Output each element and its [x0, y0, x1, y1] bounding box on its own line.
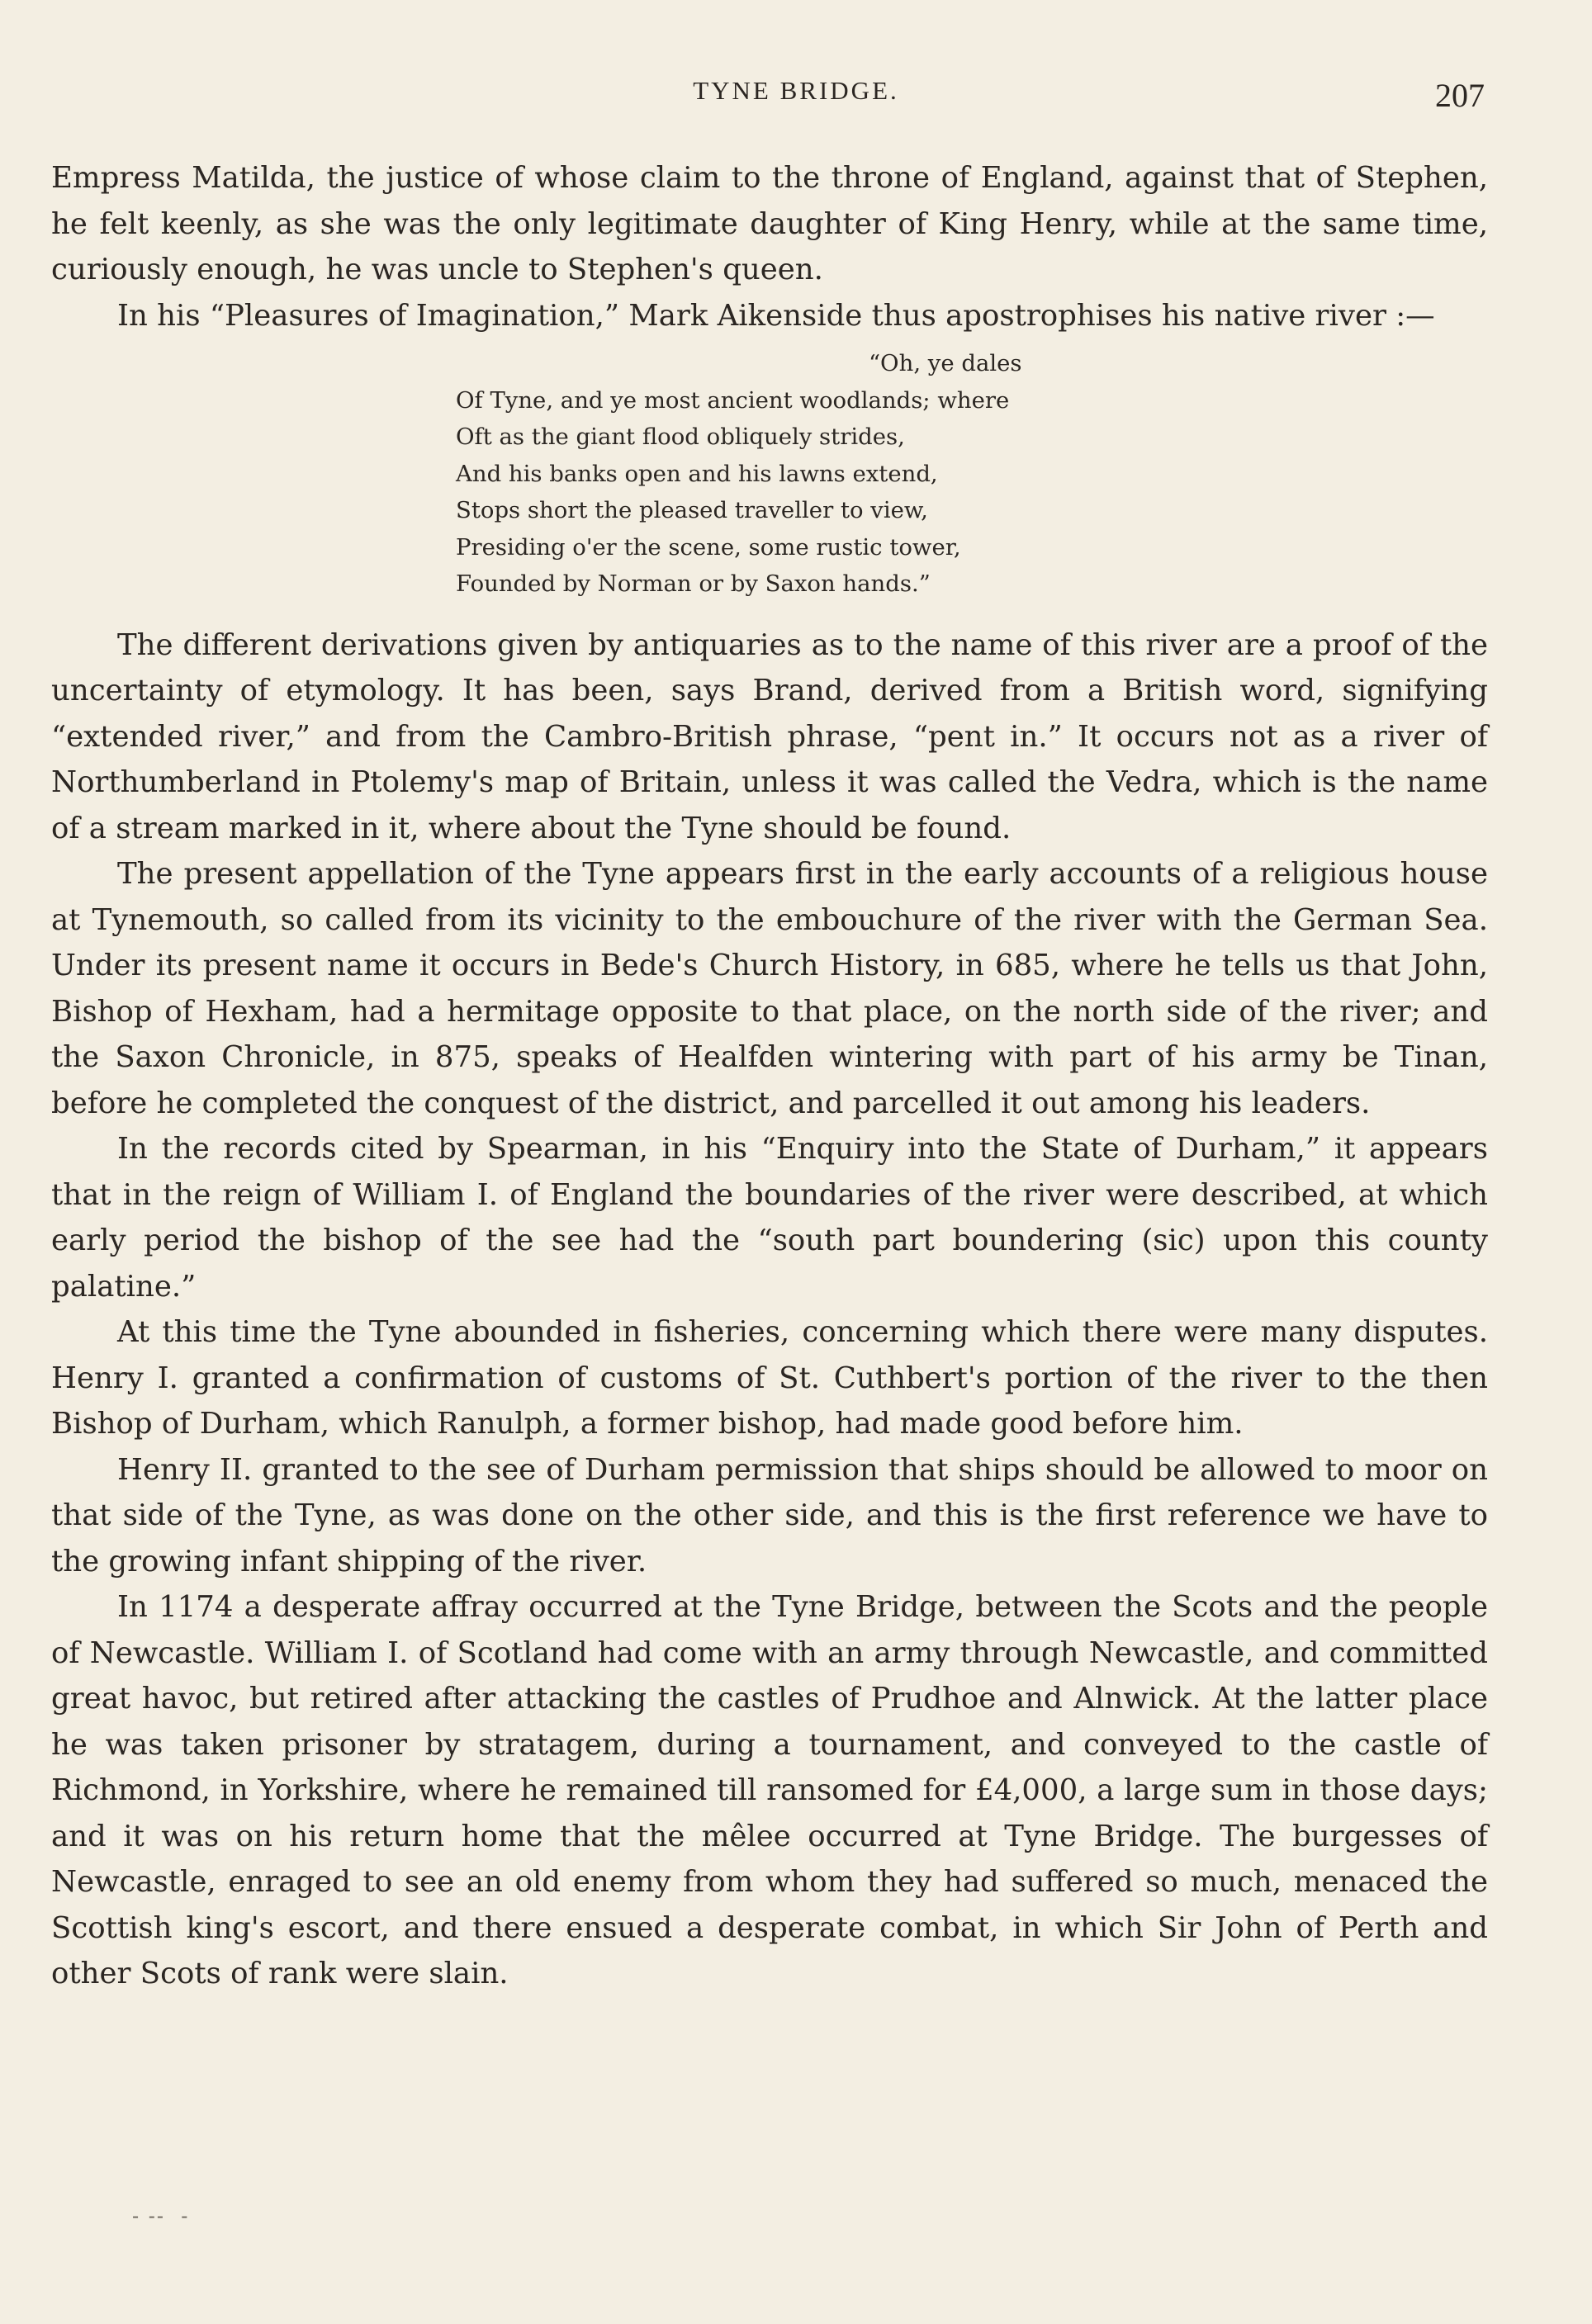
- poem-line: Of Tyne, and ye most ancient woodlands; where: [456, 386, 1010, 414]
- paragraph-henry-ii: Henry II. granted to the see of Durham permission that ships should be allowed to moor on that side of the Tyne, as was done on the other side, and this is the first reference we have to the growing infant shipping of the river.: [51, 1452, 1488, 1579]
- running-title: TYNE BRIDGE.: [693, 76, 899, 105]
- paragraph-continued: Empress Matilda, the justice of whose claim to the throne of England, against that of Stephen, he felt keenly, as she was the only legitimate daughter of King Henry, while at the same time, curiously enough, he was uncle to Stephen's queen.: [51, 161, 1488, 286]
- poem-line: Founded by Norman or by Saxon hands.”: [456, 570, 931, 597]
- poem-line: Stops short the pleased traveller to view,: [456, 497, 928, 523]
- page-smudge-mark: - -- -: [132, 2204, 190, 2227]
- paragraph-fisheries: At this time the Tyne abounded in fisheries, concerning which there were many disputes. Henry I. granted a confirmation of customs of St. Cuthbert's portion of the river to the then Bishop of Durham, which Ranulph, a former bishop, had made good before him.: [51, 1315, 1488, 1441]
- paragraph-appellation: The present appellation of the Tyne appears first in the early accounts of a religious house at Tynemouth, so called from its vicinity to the embouchure of the river with the German Sea. Under its present name it occurs in Bede's Church History, in 685, where he tells us that John, Bishop of Hexham, had a hermitage opposite to that place, on the north side of the river; and the Saxon Chronicle, in 875, speaks of Healfden wintering with part of his army be Tinan, before he completed the conquest of the district, and parcelled it out among his leaders.: [51, 857, 1488, 1120]
- poem-quotation: [456, 345, 1488, 603]
- paragraph-aikenside-intro: In his “Pleasures of Imagination,” Mark Aikenside thus apostrophises his native river :—: [117, 298, 1435, 333]
- paragraph-spearman: In the records cited by Spearman, in his “Enquiry into the State of Durham,” it appears that in the reign of William I. of England the boundaries of the river were described, at which early period the bishop of the see had the “south part boundering (sic) upon this county palatine.”: [51, 1132, 1488, 1304]
- paragraph-derivations: The different derivations given by antiquaries as to the name of this river are a proof of the uncertainty of etymology. It has been, says Brand, derived from a British word, signifying “extended river,” and from the Cambro-British phrase, “pent in.” It occurs not as a river of Northumberland in Ptolemy's map of Britain, unless it was called the Vedra, which is the name of a stream marked in it, where about the Tyne should be found.: [51, 627, 1488, 845]
- page-number: 207: [1435, 77, 1485, 114]
- poem-line: Oft as the giant flood obliquely strides,: [456, 424, 905, 450]
- body-text: [51, 155, 1488, 1997]
- poem-line: And his banks open and his lawns extend,: [456, 460, 938, 487]
- paragraph-affray-1174: In 1174 a desperate affray occurred at the Tyne Bridge, between the Scots and the people of Newcastle. William I. of Scotland had come with an army through Newcastle, and committed great havoc, but retired after attacking the castles of Prudhoe and Alnwick. At the latter place he was taken prisoner by stratagem, during a tournament, and conveyed to the castle of Richmond, in Yorkshire, where he remained till ransomed for £4,000, a large sum in those days; and it was on his return home that the mêlee occurred at Tyne Bridge. The burgesses of Newcastle, enraged to see an old enemy from whom they had suffered so much, menaced the Scottish king's escort, and there ensued a desperate combat, in which Sir John of Perth and other Scots of rank were slain.: [51, 1590, 1488, 1990]
- poem-line: Presiding o'er the scene, some rustic tower,: [456, 533, 961, 561]
- poem-line: “Oh, ye dales: [869, 350, 1022, 376]
